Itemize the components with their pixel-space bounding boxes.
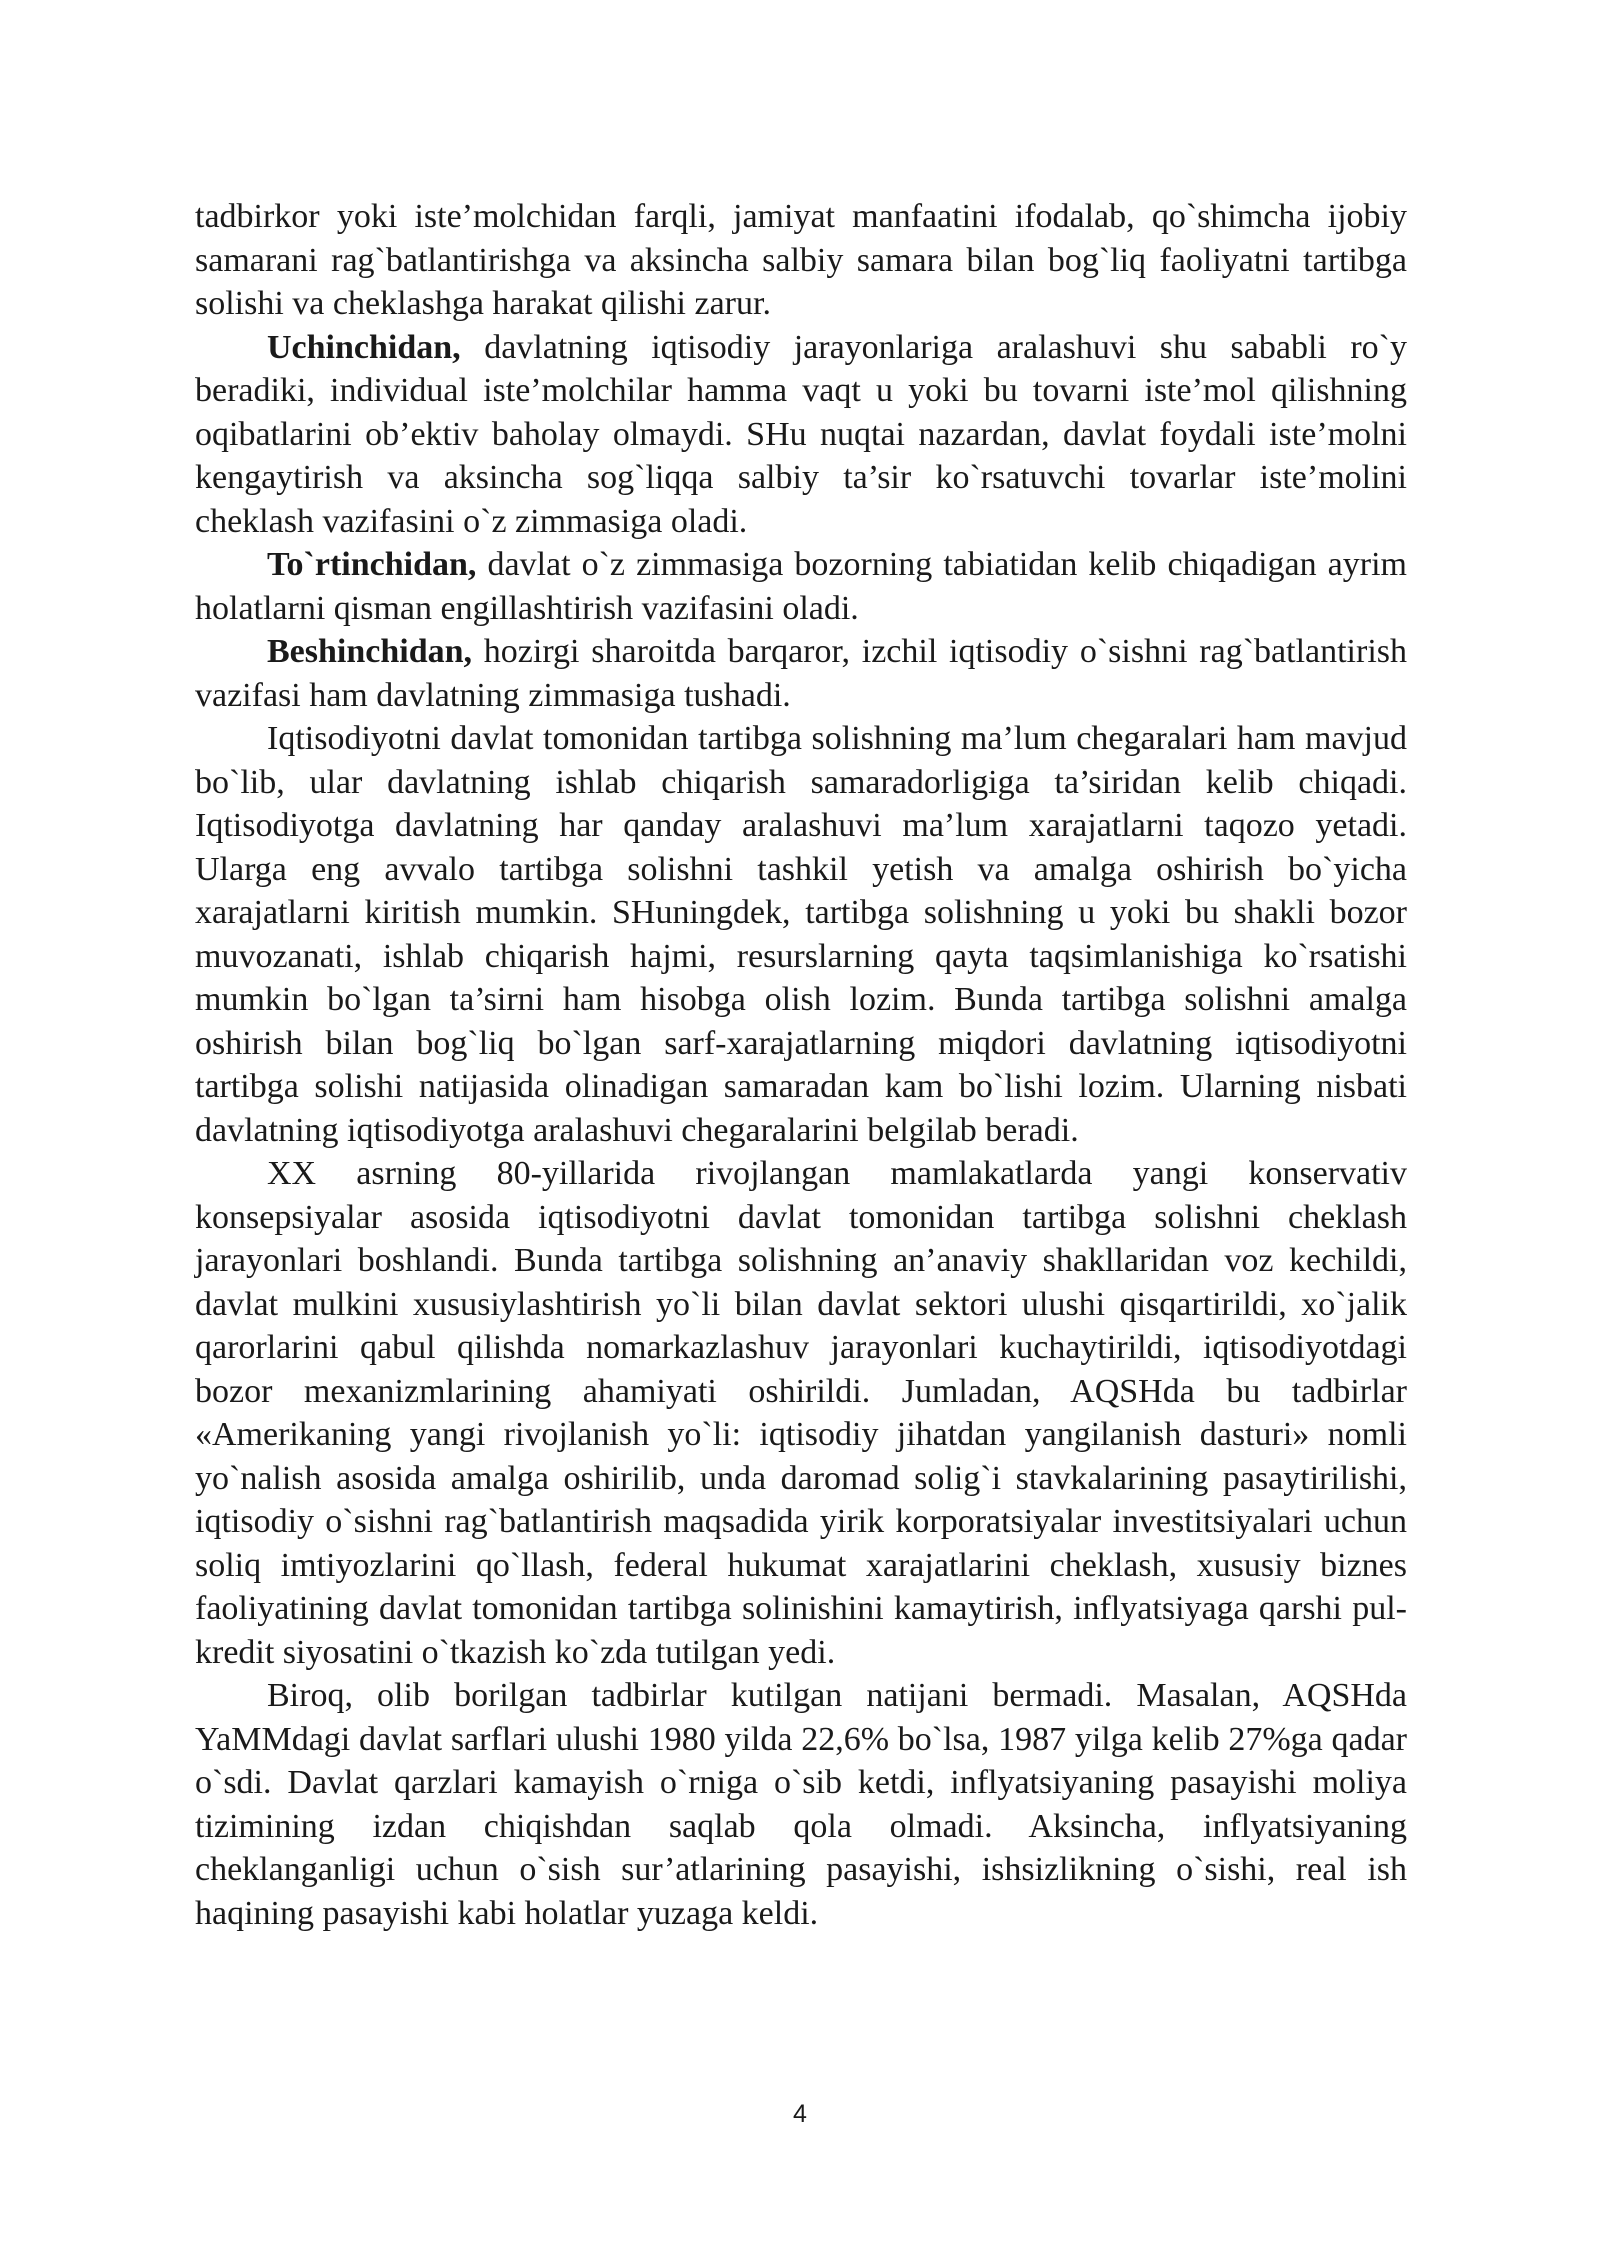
paragraph-text: Iqtisodiyotni davlat tomonidan tartibga solishning ma’lum chegaralari ham mavjud bo`lib, ular davlatning ishlab chiqarish samaradorligiga ta’siridan kelib chiqadi. Iqtisodiyotga davlatning har qanday aralashuvi ma’lum xarajatlarni taqozo yetadi. Ularga eng avvalo tartibga solishni tashkil yetish va amalga oshirish bo`yicha xarajatlarni kiritish mumkin. SHuningdek, tartibga solishning u yoki bu shakli bozor muvozanati, ishlab chiqarish hajmi, resurslarning qayta taqsimlanishiga ko`rsatishi mumkin bo`lgan ta’sirni ham hisobga olish lozim. Bunda tartibga solishni amalga oshirish bilan bog`liq bo`lgan sarf-xarajatlarning miqdori davlatning iqtisodiyotni tartibga solishi natijasida olinadigan samaradan kam bo`lishi lozim. Ularning nisbati davlatning iqtisodiyotga aralashuvi chegaralarini belgilab beradi. [195,720,1407,1149]
paragraph-text: Biroq, olib borilgan tadbirlar kutilgan natijani bermadi. Masalan, AQSHda YaMMdagi davlat sarflari ulushi 1980 yilda 22,6% bo`lsa, 1987 yilga kelib 27%ga qadar o`sdi. Davlat qarzlari kamayish o`rniga o`sib ketdi, inflyatsiyaning pasayishi moliya tizimining izdan chiqishdan saqlab qola olmadi. Aksincha, inflyatsiyaning cheklanganligi uchun o`sish sur’atlarining pasayishi, ishsizlikning o`sishi, real ish haqining pasayishi kabi holatlar yuzaga keldi. [195,1677,1407,1932]
paragraph-text: davlatning iqtisodiy jarayonlariga aralashuvi shu sababli ro`y beradiki, individual iste’molchilar hamma vaqt u yoki bu tovarni iste’mol qilishning oqibatlarini ob’ektiv baholay olmaydi. SHu nuqtai nazardan, davlat foydali iste’molni kengaytirish va aksincha sog`liqqa salbiy ta’sir ko`rsatuvchi tovarlar iste’molini cheklash vazifasini o`z zimmasiga oladi. [195,328,1407,540]
paragraph-lead: Uchinchidan, [267,328,461,366]
paragraph-continuation [195,195,1407,326]
paragraph-tortinchidan [195,543,1407,630]
paragraph-lead: To`rtinchidan, [267,546,477,583]
paragraph-conservative-concepts [195,1152,1407,1674]
paragraph-results [195,1674,1407,1935]
paragraph-lead: Beshinchidan, [267,633,473,670]
body-text [195,195,1407,1935]
paragraph-text: hozirgi sharoitda barqaror, izchil iqtisodiy o`sishni rag`batlantirish vazifasi ham davlatning zimmasiga tushadi. [195,633,1407,714]
paragraph-beshinchidan [195,630,1407,717]
paragraph-text: XX asrning 80-yillarida rivojlangan mamlakatlarda yangi konservativ konsepsiyalar asosida iqtisodiyotni davlat tomonidan tartibga solishni cheklash jarayonlari boshlandi. Bunda tartibga solishning an’anaviy shakllaridan voz kechildi, davlat mulkini xususiylashtirish yo`li bilan davlat sektori ulushi qisqartirildi, xo`jalik qarorlarini qabul qilishda nomarkazlashuv jarayonlari kuchaytirildi, iqtisodiyotdagi bozor mexanizmlarining ahamiyati oshirildi. Jumladan, AQSHda bu tadbirlar «Amerikaning yangi rivojlanish yo`li: iqtisodiy jihatdan yangilanish dasturi» nomli yo`nalish asosida amalga oshirilib, unda daromad solig`i stavkalarining pasaytirilishi, iqtisodiy o`sishni rag`batlantirish maqsadida yirik korporatsiyalar investitsiyalari uchun soliq imtiyozlarini qo`llash, federal hukumat xarajatlarini cheklash, xususiy biznes faoliyatining davlat tomonidan tartibga solinishini kamaytirish, inflyatsiyaga qarshi pul-kredit siyosatini o`tkazish ko`zda tutilgan yedi. [195,1155,1407,1671]
paragraph-text: tadbirkor yoki iste’molchidan farqli, jamiyat manfaatini ifodalab, qo`shimcha ijobiy samarani rag`batlantirishga va aksincha salbiy samara bilan bog`liq faoliyatni tartibga solishi va cheklashga harakat qilishi zarur. [195,198,1407,322]
paragraph-uchinchidan [195,326,1407,544]
paragraph-text: davlat o`z zimmasiga bozorning tabiatidan kelib chiqadigan ayrim holatlarni qisman engillashtirish vazifasini oladi. [195,546,1407,627]
page-number: 4 [793,2100,807,2128]
paragraph-regulation-limits [195,717,1407,1152]
